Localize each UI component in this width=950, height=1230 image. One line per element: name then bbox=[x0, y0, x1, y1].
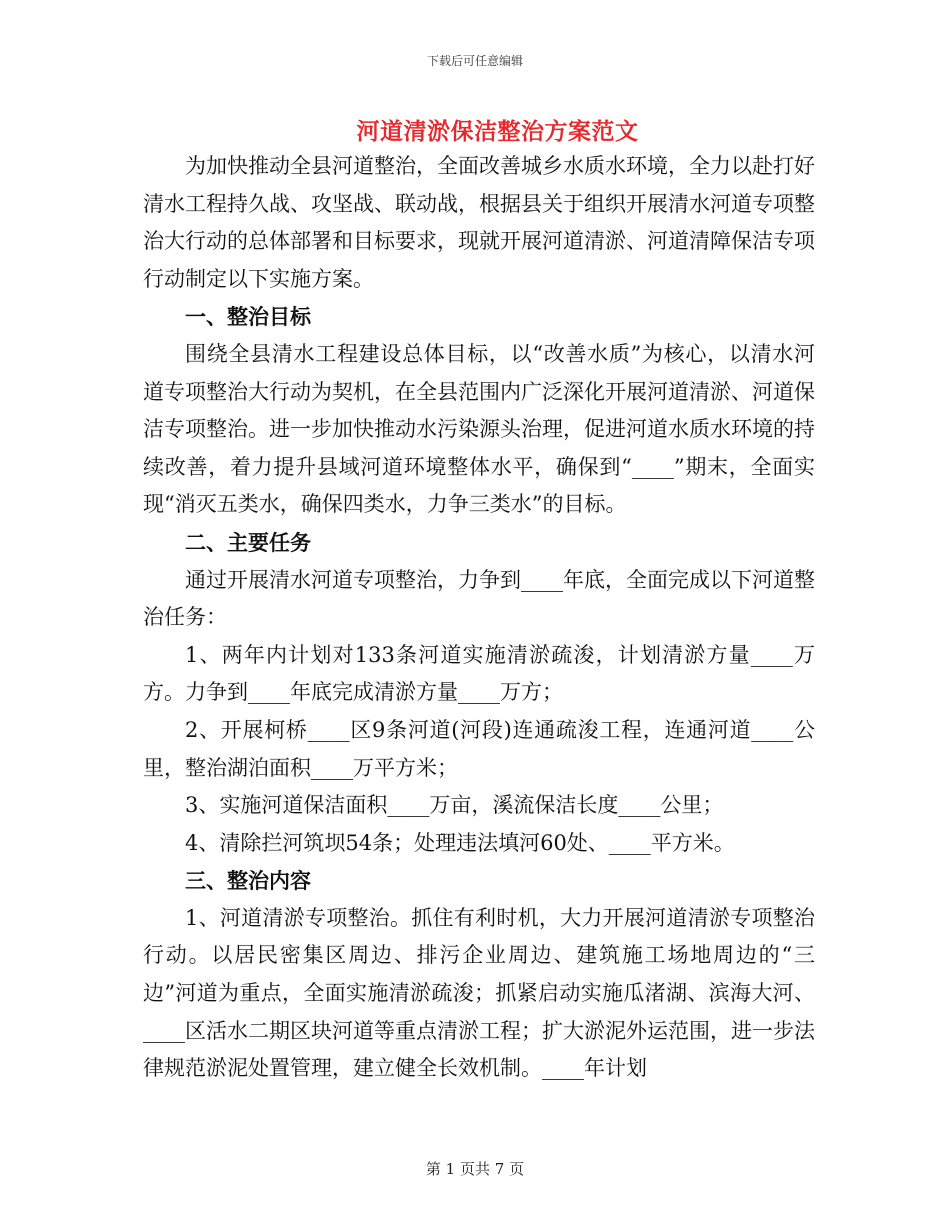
document-body bbox=[143, 148, 815, 1088]
document-title: 河道清淤保洁整治方案范文 bbox=[356, 118, 639, 145]
page-header: 下载后可任意编辑 bbox=[426, 54, 523, 68]
intro-paragraph: 为加快推动全县河道整治，全面改善城乡水质水环境，全力以赴打好清水工程持久战、攻坚战、联动战，根据县关于组织开展清水河道专项整治大行动的总体部署和目标要求，现就开展河道清淤、河道清障保洁专项行动制定以下实施方案。 bbox=[143, 154, 815, 291]
task-item: 1、两年内计划对133条河道实施清淤疏浚，计划清淤方量____万方。力争到____年底完成清淤方量____万方； bbox=[143, 642, 815, 705]
tasks-paragraph: 通过开展清水河道专项整治，力争到____年底，全面完成以下河道整治任务： bbox=[143, 567, 815, 630]
content-item: 1、河道清淤专项整治。抓住有利时机，大力开展河道清淤专项整治行动。以居民密集区周边、排污企业周边、建筑施工场地周边的“三边”河道为重点，全面实施清淤疏浚；抓紧启动实施瓜渚湖、滨海大河、____区活水二期区块河道等重点清淤工程；扩大淤泥外运范围，进一步法律规范淤泥处置管理，建立健全长效机制。____年计划 bbox=[143, 905, 815, 1081]
goals-paragraph: 围绕全县清水工程建设总体目标，以“改善水质”为核心，以清水河道专项整治大行动为契机，在全县范围内广泛深化开展河道清淤、河道保洁专项整治。进一步加快推动水污染源头治理，促进河道水质水环境的持续改善，着力提升县域河道环境整体水平，确保到“____”期末，全面实现“消灭五类水，确保四类水，力争三类水”的目标。 bbox=[143, 341, 815, 517]
task-item: 3、实施河道保洁面积____万亩，溪流保洁长度____公里； bbox=[185, 793, 724, 818]
page-number: 第 1 页共 7 页 bbox=[425, 1160, 525, 1178]
section-heading-tasks: 二、主要任务 bbox=[185, 529, 311, 555]
section-heading-content: 三、整治内容 bbox=[185, 868, 311, 894]
task-item: 2、开展柯桥____区9条河道(河段)连通疏浚工程，连通河道____公里，整治湖泊面积____万平方米； bbox=[143, 717, 815, 780]
section-heading-goals: 一、整治目标 bbox=[185, 304, 311, 330]
task-item: 4、清除拦河筑坝54条；处理违法填河60处、____平方米。 bbox=[185, 830, 735, 855]
